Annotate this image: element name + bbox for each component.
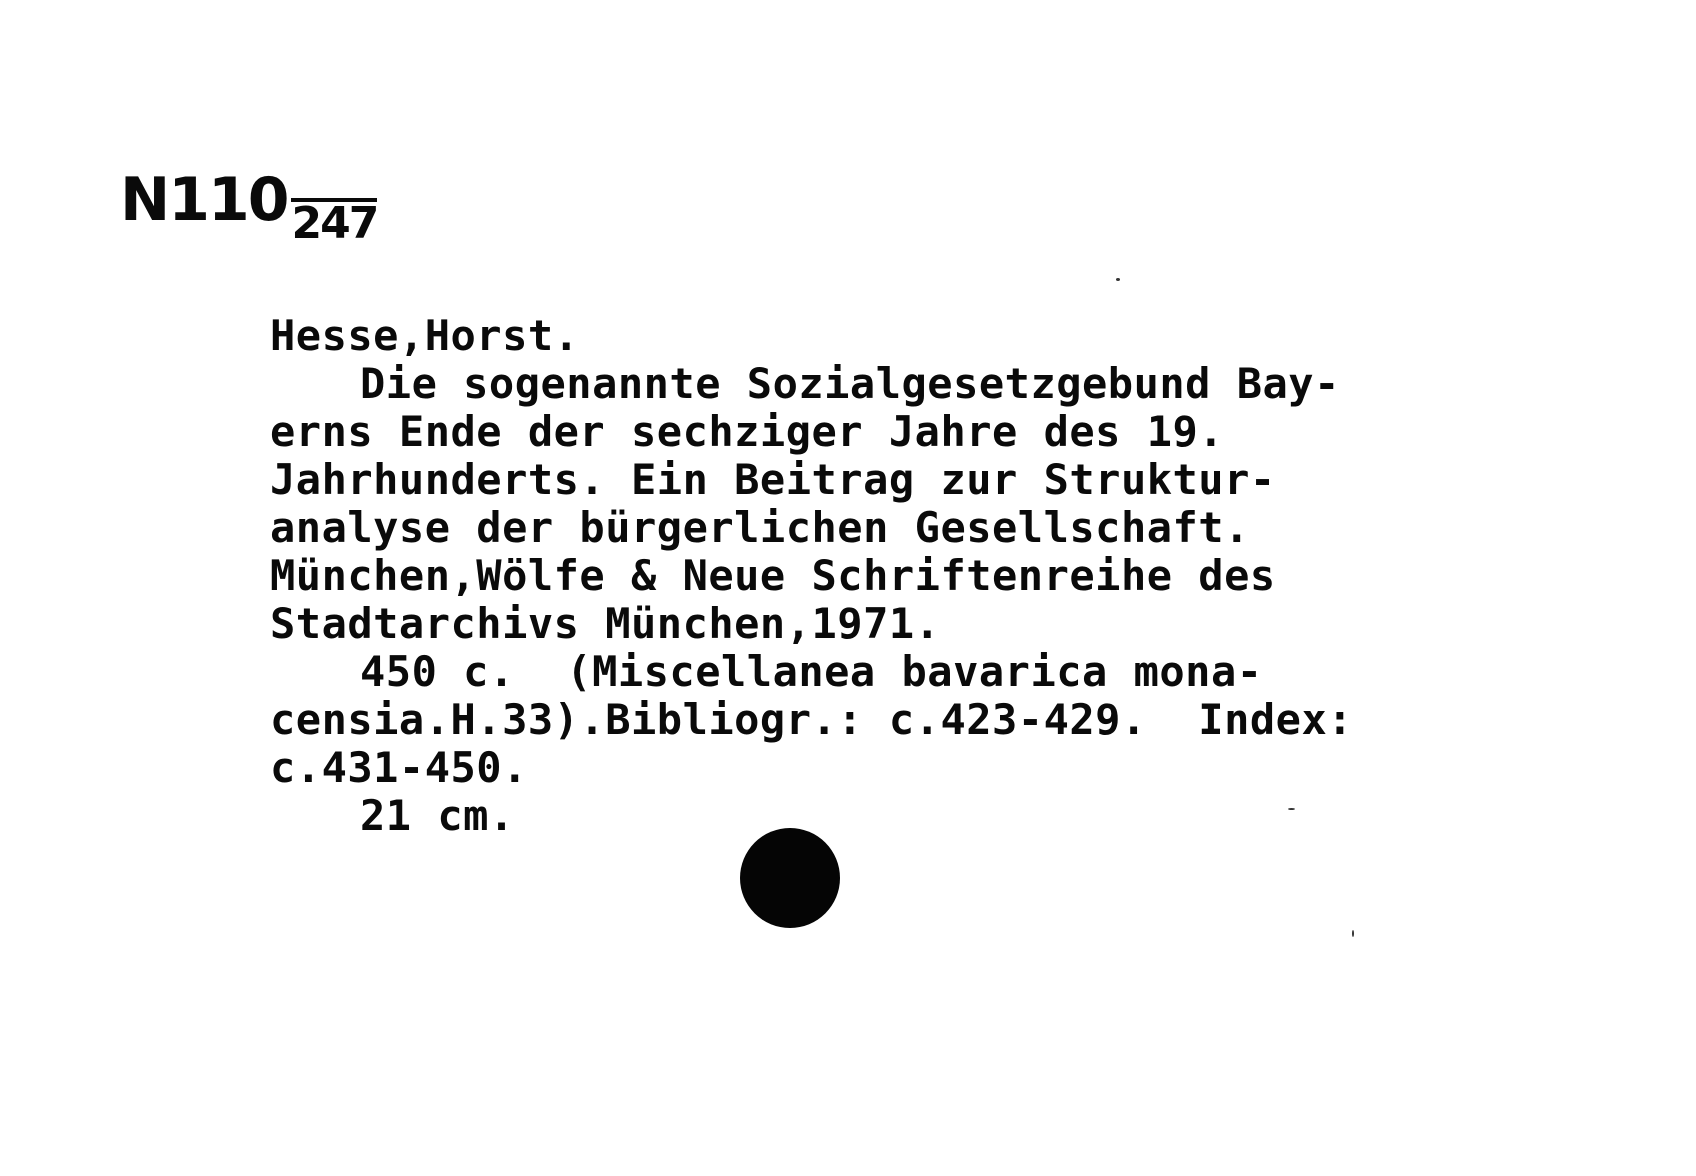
shelfmark-sub: 247: [291, 198, 378, 249]
collation-line-2: censia.H.33).Bibliogr.: c.423-429. Index:: [270, 695, 1354, 744]
collation-line-3: c.431-450.: [270, 743, 528, 792]
author-line: Hesse,Horst.: [270, 311, 580, 360]
title-line-4: analyse der bürgerlichen Gesellschaft.: [270, 503, 1250, 552]
title-line-2: erns Ende der sechziger Jahre des 19.: [270, 407, 1225, 456]
imprint-line-2: Stadtarchivs München,1971.: [270, 599, 941, 648]
collation-line-1: 450 c. (Miscellanea bavarica mona-: [360, 647, 1263, 696]
bibliographic-entry: [270, 312, 1550, 840]
punch-hole: [740, 828, 840, 928]
size-line: 21 cm.: [360, 791, 515, 840]
title-line-3: Jahrhunderts. Ein Beitrag zur Struktur-: [270, 455, 1276, 504]
dust-speck: [1116, 278, 1120, 281]
shelfmark: [120, 165, 378, 249]
dust-speck: [1352, 930, 1354, 937]
dust-speck: [1288, 808, 1295, 810]
imprint-line-1: München,Wölfe & Neue Schriftenreihe des: [270, 551, 1276, 600]
shelfmark-main: N110: [120, 165, 288, 235]
title-line-1: Die sogenannte Sozialgesetzgebund Bay-: [360, 359, 1340, 408]
